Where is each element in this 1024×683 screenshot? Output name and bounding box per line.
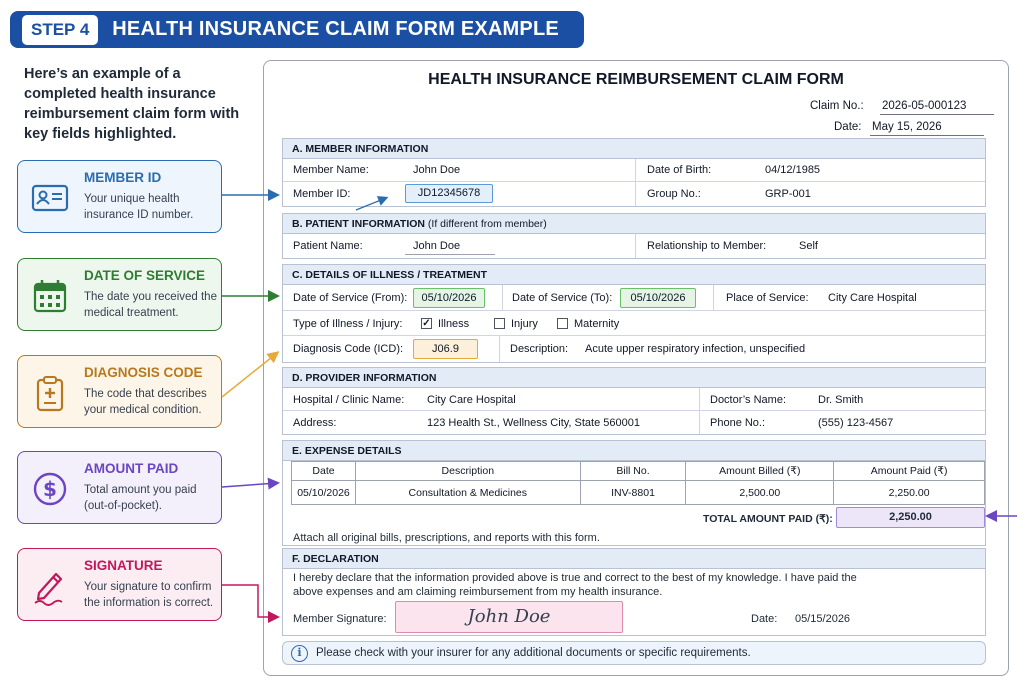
info-text: Please check with your insurer for any additional documents or specific requirements.	[316, 647, 751, 659]
attach-note: Attach all original bills, prescriptions, and reports with this form.	[293, 532, 600, 544]
address-label: Address:	[293, 417, 337, 429]
illness-option-label: Illness	[438, 318, 470, 330]
section-heading: F. DECLARATION	[283, 549, 985, 569]
patient-name-label: Patient Name:	[293, 240, 363, 252]
col-amount-billed-header: Amount Billed (₹)	[686, 462, 834, 481]
dob-label: Date of Birth:	[647, 164, 712, 176]
section-heading: C. DETAILS OF ILLNESS / TREATMENT	[283, 265, 985, 285]
hospital-label: Hospital / Clinic Name:	[293, 394, 405, 406]
service-to-value: 05/10/2026	[620, 288, 696, 308]
cell-description: Consultation & Medicines	[355, 481, 580, 505]
callout-desc: Your signature to confirm the information is correct.	[84, 581, 214, 609]
section-heading: D. PROVIDER INFORMATION	[283, 368, 985, 388]
col-description-header: Description	[355, 462, 580, 481]
page-title: HEALTH INSURANCE CLAIM FORM EXAMPLE	[112, 18, 559, 40]
service-from-label: Date of Service (From):	[293, 292, 408, 304]
claim-no-value: 2026-05-000123	[880, 100, 994, 115]
cell-date: 05/10/2026	[292, 481, 356, 505]
diagnosis-desc-label: Description:	[510, 343, 569, 355]
member-id-label: Member ID:	[293, 188, 351, 200]
col-date-header: Date	[292, 462, 356, 481]
arrow-signature	[222, 585, 277, 617]
callout-desc: The date you received the medical treatment.	[84, 291, 217, 319]
callout-desc: The code that describes your medical condition.	[84, 388, 207, 416]
service-from-value: 05/10/2026	[413, 288, 485, 308]
member-signature[interactable]: John Doe	[395, 601, 623, 633]
group-no-label: Group No.:	[647, 188, 701, 200]
callout-title: AMOUNT PAID	[84, 461, 179, 476]
doctor-value: Dr. Smith	[818, 394, 864, 406]
claim-no-label: Claim No.:	[810, 100, 864, 112]
address-value: 123 Health St., Wellness City, State 560001	[427, 417, 640, 429]
callout-desc: Total amount you paid (out-of-pocket).	[84, 484, 197, 512]
svg-text:$: $	[43, 477, 57, 501]
patient-name-value: John Doe	[405, 240, 495, 255]
arrow-amount-paid	[222, 483, 277, 487]
col-bill-no-header: Bill No.	[580, 462, 686, 481]
declaration-date-label: Date:	[751, 613, 778, 625]
cell-amount-billed: 2,500.00	[686, 481, 834, 505]
declaration-text-line1: I hereby declare that the information provided above is true and correct to the best of my knowledge. I have paid the	[293, 572, 857, 584]
maternity-option-label: Maternity	[574, 318, 620, 330]
member-id-value: JD12345678	[405, 184, 493, 203]
service-to-label: Date of Service (To):	[512, 292, 613, 304]
section-heading: A. MEMBER INFORMATION	[283, 139, 985, 159]
diagnosis-desc-value: Acute upper respiratory infection, unspecified	[585, 343, 806, 355]
arrow-diagnosis-code	[222, 353, 277, 397]
cell-amount-paid: 2,250.00	[834, 481, 985, 505]
illness-checkbox[interactable]: ✓	[422, 318, 431, 329]
member-name-value: John Doe	[413, 164, 461, 176]
injury-option-label: Injury	[511, 318, 538, 330]
callout-title: DIAGNOSIS CODE	[84, 365, 203, 380]
doctor-label: Doctor’s Name:	[710, 394, 787, 406]
info-icon: i	[291, 645, 308, 662]
form-title: HEALTH INSURANCE REIMBURSEMENT CLAIM FORM	[428, 71, 844, 88]
callout-title: SIGNATURE	[84, 558, 163, 573]
relationship-label: Relationship to Member:	[647, 240, 767, 252]
claim-date-value: May 15, 2026	[870, 121, 984, 136]
relationship-value: Self	[799, 240, 818, 252]
member-name-label: Member Name:	[293, 164, 369, 176]
callout-title: DATE OF SERVICE	[84, 268, 206, 283]
section-heading: B. PATIENT INFORMATION (If different from member)	[283, 214, 985, 234]
place-value: City Care Hospital	[828, 292, 917, 304]
section-heading: E. EXPENSE DETAILS	[283, 441, 985, 461]
signature-label: Member Signature:	[293, 613, 387, 625]
declaration-text-line2: above expenses and am claiming reimbursement from my health insurance.	[293, 586, 663, 598]
total-amount-paid: 2,250.00	[836, 507, 985, 528]
diagnosis-code-value: J06.9	[413, 339, 478, 359]
claim-date-label: Date:	[834, 121, 862, 133]
illness-type-label: Type of Illness / Injury:	[293, 318, 403, 330]
phone-value: (555) 123-4567	[818, 417, 894, 429]
cell-bill-no: INV-8801	[580, 481, 686, 505]
dob-value: 04/12/1985	[765, 164, 821, 176]
callout-desc: Your unique health insurance ID number.	[84, 193, 194, 221]
declaration-date-value: 05/15/2026	[795, 613, 851, 625]
phone-label: Phone No.:	[710, 417, 766, 429]
col-amount-paid-header: Amount Paid (₹)	[834, 462, 985, 481]
callout-title: MEMBER ID	[84, 170, 162, 185]
hospital-value: City Care Hospital	[427, 394, 516, 406]
step-badge: STEP 4	[22, 15, 98, 45]
intro-text: Here’s an example of a completed health insurance reimbursement claim form with key fields highlighted.	[24, 66, 240, 142]
group-no-value: GRP-001	[765, 188, 811, 200]
arrow-member-id-link	[356, 198, 386, 210]
place-label: Place of Service:	[726, 292, 809, 304]
total-label: TOTAL AMOUNT PAID (₹):	[703, 513, 833, 525]
diagnosis-code-label: Diagnosis Code (ICD):	[293, 343, 404, 355]
